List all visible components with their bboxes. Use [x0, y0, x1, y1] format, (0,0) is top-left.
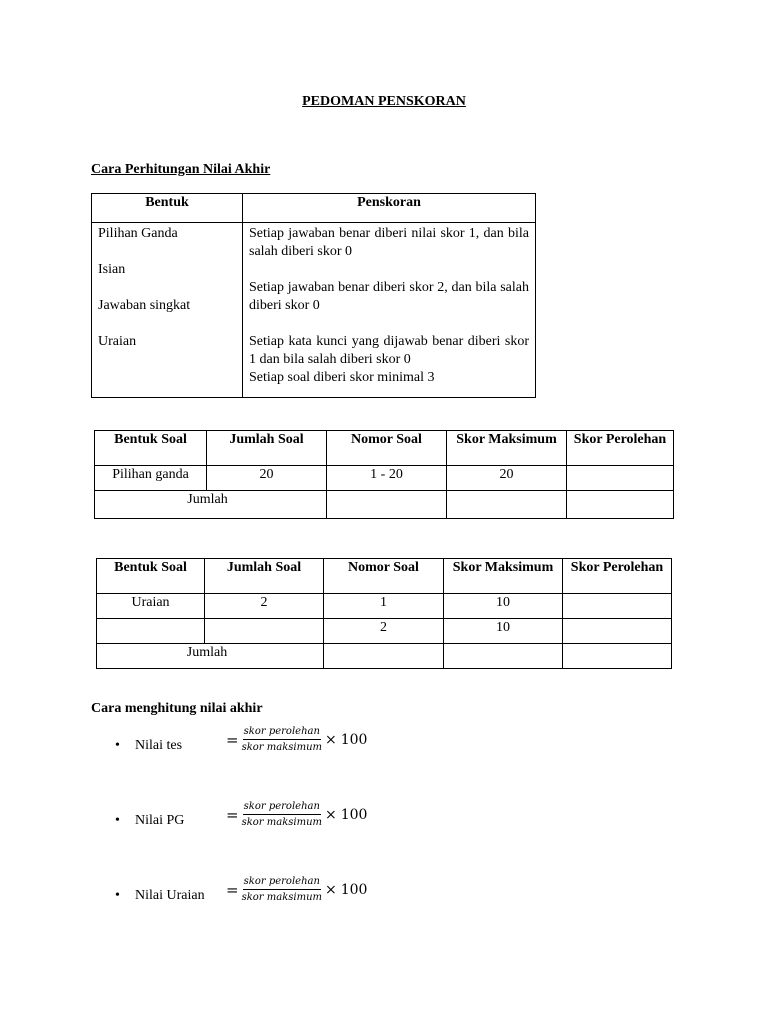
question-forms-cell — [92, 223, 243, 398]
formula-label: Nilai tes — [135, 738, 183, 753]
table-cell: 1 - 20 — [327, 466, 447, 491]
table-header-cell: Bentuk — [92, 194, 243, 223]
table-cell — [563, 619, 672, 644]
formula-item — [115, 801, 515, 852]
bullet-icon: • — [115, 888, 120, 903]
table-cell — [567, 491, 674, 519]
fraction-denominator: skor maksimum — [241, 892, 322, 903]
table-cell — [327, 491, 447, 519]
fraction-numerator: skor perolehan — [243, 875, 321, 890]
equals-sign: = — [226, 805, 239, 824]
scoring-rule: Setiap soal diberi skor minimal 3 — [249, 370, 435, 385]
question-form: Uraian — [98, 334, 137, 349]
table-header-row — [95, 431, 674, 466]
equals-sign: = — [226, 730, 239, 749]
bullet-icon: • — [115, 813, 120, 828]
table-header-cell: Nomor Soal — [327, 431, 447, 466]
scoring-rule: Setiap jawaban benar diberi nilai skor 1, dan bila salah diberi skor 0 — [249, 226, 529, 259]
section-heading-compute: Cara menghitung nilai akhir — [91, 701, 263, 716]
table-cell — [97, 619, 205, 644]
table-cell — [563, 594, 672, 619]
table-cell: 20 — [447, 466, 567, 491]
table-row — [97, 594, 672, 619]
table-header-cell: Bentuk Soal — [97, 559, 205, 594]
table-header-cell: Penskoran — [243, 194, 536, 223]
table-header-row — [97, 559, 672, 594]
table-cell: 2 — [324, 619, 444, 644]
fraction-numerator: skor perolehan — [243, 725, 321, 740]
table-header-cell: Jumlah Soal — [207, 431, 327, 466]
formula — [226, 875, 367, 904]
table-header-cell: Skor Maksimum — [444, 559, 563, 594]
question-form: Isian — [98, 262, 126, 277]
table-row — [95, 466, 674, 491]
fraction — [242, 800, 322, 829]
formula-label: Nilai PG — [135, 813, 185, 828]
table-cell — [563, 644, 672, 669]
table-cell: Pilihan ganda — [95, 466, 207, 491]
fraction-numerator: skor perolehan — [243, 800, 321, 815]
table-cell: 20 — [207, 466, 327, 491]
scoring-rules-cell — [243, 223, 536, 398]
table-header-cell: Skor Perolehan — [567, 431, 674, 466]
total-label: Jumlah — [97, 644, 324, 669]
table-header-cell: Jumlah Soal — [205, 559, 324, 594]
essay-score-table — [96, 558, 672, 669]
table-row — [97, 619, 672, 644]
formula-item — [115, 876, 515, 927]
table-cell — [444, 644, 563, 669]
table-cell: 1 — [324, 594, 444, 619]
times-sign: × — [325, 881, 337, 898]
total-label: Jumlah — [95, 491, 327, 519]
table-cell — [205, 619, 324, 644]
question-form: Pilihan Ganda — [98, 226, 178, 241]
table-header-cell: Bentuk Soal — [95, 431, 207, 466]
formula — [226, 800, 367, 829]
fraction-denominator: skor maksimum — [241, 742, 322, 753]
table-header-cell: Nomor Soal — [324, 559, 444, 594]
multiplier: 100 — [340, 731, 368, 748]
table-header-cell: Skor Perolehan — [563, 559, 672, 594]
times-sign: × — [325, 806, 337, 823]
fraction — [242, 875, 322, 904]
fraction — [242, 725, 322, 754]
multiplier: 100 — [340, 806, 368, 823]
multiplier: 100 — [340, 881, 368, 898]
page-title: PEDOMAN PENSKORAN — [302, 94, 466, 109]
table-cell: 10 — [444, 594, 563, 619]
scoring-rules-table — [91, 193, 536, 398]
scoring-rule: Setiap kata kunci yang dijawab benar diberi skor 1 dan bila salah diberi skor 0 — [249, 334, 529, 367]
table-header-cell: Skor Maksimum — [447, 431, 567, 466]
scoring-rule: Setiap jawaban benar diberi skor 2, dan bila salah diberi skor 0 — [249, 280, 529, 313]
question-form: Jawaban singkat — [98, 298, 191, 313]
table-cell: 10 — [444, 619, 563, 644]
formula — [226, 725, 367, 754]
multiple-choice-score-table — [94, 430, 674, 519]
equals-sign: = — [226, 880, 239, 899]
table-total-row — [95, 491, 674, 519]
table-cell: 2 — [205, 594, 324, 619]
table-cell — [447, 491, 567, 519]
table-cell: Uraian — [97, 594, 205, 619]
formula-item — [115, 726, 515, 777]
times-sign: × — [325, 731, 337, 748]
bullet-icon: • — [115, 738, 120, 753]
table-row — [92, 223, 536, 398]
formula-label: Nilai Uraian — [135, 888, 205, 903]
fraction-denominator: skor maksimum — [241, 817, 322, 828]
table-cell — [567, 466, 674, 491]
table-header-row — [92, 194, 536, 223]
table-cell — [324, 644, 444, 669]
table-total-row — [97, 644, 672, 669]
section-heading-final-score: Cara Perhitungan Nilai Akhir — [91, 162, 271, 177]
